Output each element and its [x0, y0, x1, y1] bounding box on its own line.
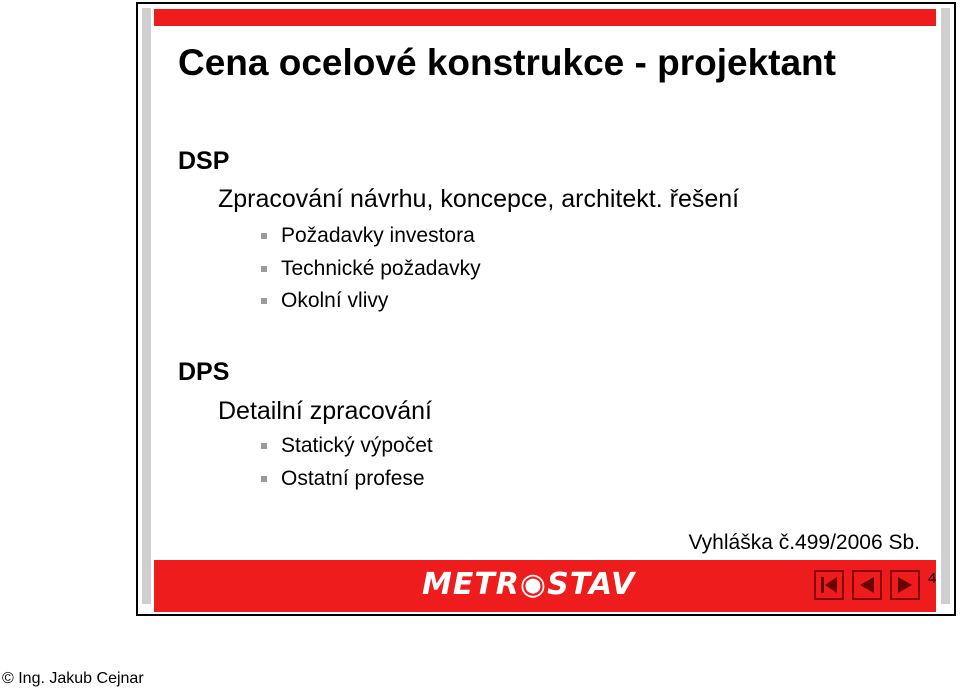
- left-side-bar: [142, 8, 151, 604]
- bullet-square-icon: [261, 443, 267, 449]
- list-item-text: Požadavky investora: [281, 224, 475, 247]
- list-item-text: Technické požadavky: [281, 257, 481, 280]
- right-side-bar: [941, 8, 950, 604]
- list-item: [261, 467, 425, 491]
- section-heading-dps: DPS: [178, 358, 230, 386]
- section-subheading-dsp: Zpracování návrhu, koncepce, architekt. řešení: [218, 185, 740, 213]
- copyright-text: © Ing. Jakub Cejnar: [2, 670, 144, 687]
- top-accent-bar: [154, 9, 936, 26]
- list-item: [261, 224, 475, 248]
- bullet-square-icon: [261, 266, 267, 272]
- first-slide-icon: [816, 572, 842, 598]
- slide: [136, 2, 956, 616]
- section-subheading-dps: Detailní zpracování: [218, 397, 433, 425]
- first-slide-button[interactable]: [814, 570, 844, 600]
- previous-slide-button[interactable]: [852, 570, 882, 600]
- list-item: [261, 289, 388, 313]
- bullet-square-icon: [261, 298, 267, 304]
- next-slide-button[interactable]: [890, 570, 920, 600]
- slide-title: Cena ocelové konstrukce - projektant: [178, 42, 836, 83]
- previous-slide-icon: [854, 572, 880, 598]
- list-item-text: Okolní vlivy: [281, 289, 389, 312]
- next-slide-icon: [892, 572, 918, 598]
- footnote: Vyhláška č.499/2006 Sb.: [688, 531, 920, 554]
- section-heading-dsp: DSP: [178, 147, 230, 175]
- list-item: [261, 257, 481, 281]
- list-item: [261, 434, 433, 458]
- list-item-text: Statický výpočet: [281, 434, 433, 457]
- list-item-text: Ostatní profese: [281, 467, 425, 490]
- bullet-square-icon: [261, 476, 267, 482]
- bullet-square-icon: [261, 233, 267, 239]
- metrostav-logo: METR◉STAV: [422, 567, 636, 602]
- slide-number: 4: [928, 570, 937, 587]
